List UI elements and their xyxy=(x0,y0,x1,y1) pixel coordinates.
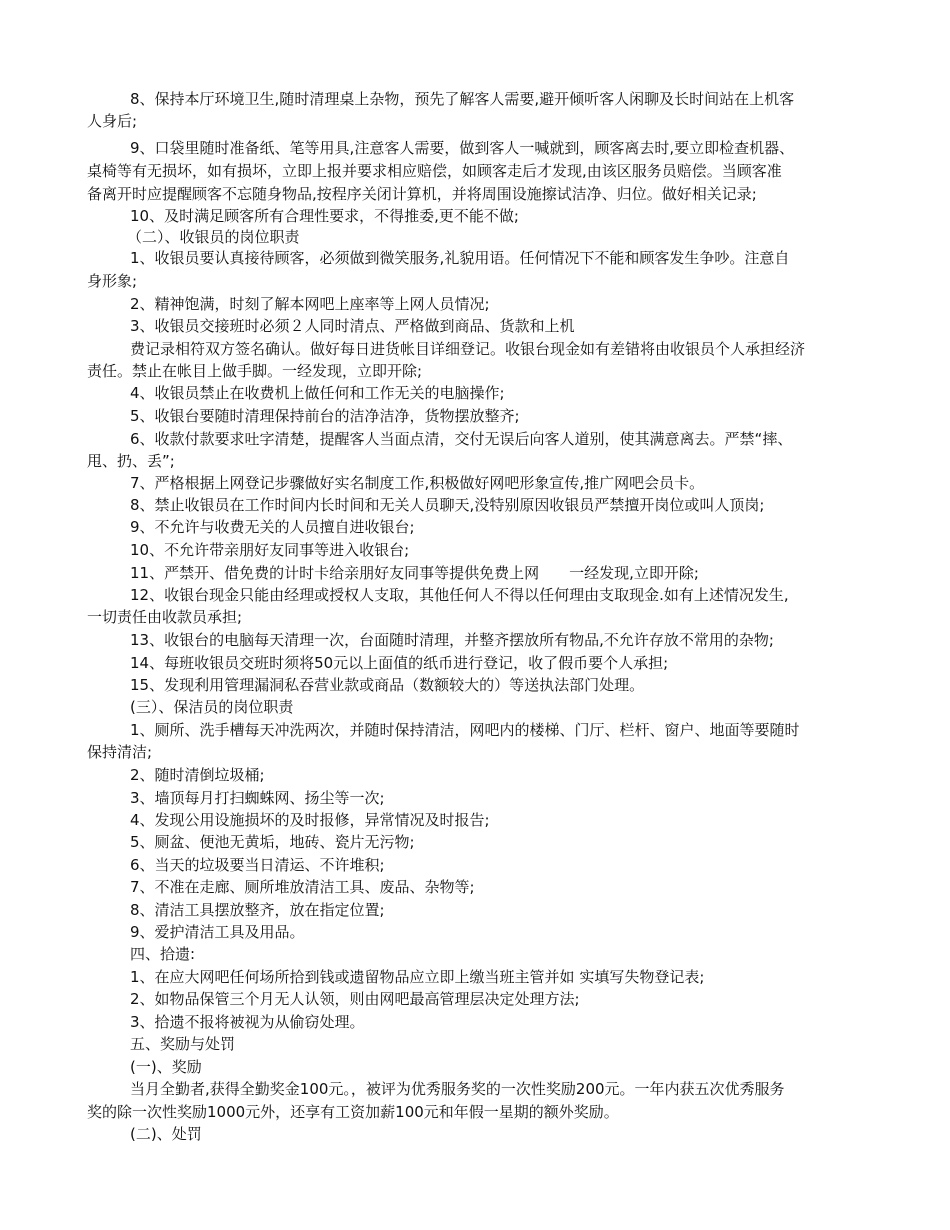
section-heading: (一)、奖励 xyxy=(130,1058,202,1076)
text-line: 2、随时清倒垃圾桶; xyxy=(130,766,265,784)
text-line: 15、发现利用管理漏洞私吞营业款或商品（数额较大的）等送执法部门处理。 xyxy=(130,676,645,694)
text-line: 8、保持本厅环境卫生,随时清理桌上杂物，预先了解客人需要,避开倾听客人闲聊及长时间站在上机客 xyxy=(130,90,795,108)
text-line: 14、每班收银员交班时须将50元以上面值的纸币进行登记，收了假币要个人承担; xyxy=(130,654,669,672)
text-line: 10、不允许带亲朋好友同事等进入收银台; xyxy=(130,541,410,559)
text-line: 奖的除一次性奖励1000元外，还享有工资加薪100元和年假一星期的额外奖励。 xyxy=(87,1103,619,1121)
text-line: 5、收银台要随时清理保持前台的洁净洁净，货物摆放整齐; xyxy=(130,407,520,425)
text-line: 保持清洁; xyxy=(87,743,153,761)
section-heading: (三）、保洁员的岗位职责 xyxy=(130,698,294,716)
text-line: 2、精神饱满，时刻了解本网吧上座率等上网人员情况; xyxy=(130,295,490,313)
text-line: 备离开时应提醒顾客不忘随身物品,按程序关闭计算机，并将周围设施擦试洁净、归位。做好相关记录; xyxy=(87,185,757,203)
text-line: 桌椅等有无损坏，如有损坏，立即上报并要求相应赔偿，如顾客走后才发现,由该区服务员赔偿。当顾客准 xyxy=(87,162,782,180)
section-heading: 四、拾遗: xyxy=(130,945,196,963)
text-line: 1、收银员要认真接待顾客，必须做到微笑服务,礼貌用语。任何情况下不能和顾客发生争吵。注意自 xyxy=(130,249,790,267)
text-line: 13、收银台的电脑每天清理一次，台面随时清理，并整齐摆放所有物品,不允许存放不常用的杂物; xyxy=(130,631,774,649)
text-line: 费记录相符双方签名确认。做好每日进货帐目详细登记。收银台现金如有差错将由收银员个人承担经济 xyxy=(130,340,806,358)
text-line: 人身后; xyxy=(87,112,138,130)
text-line: 10、及时满足顾客所有合理性要求，不得推委,更不能不做; xyxy=(130,207,519,225)
text-line: 3、收银员交接班时必须２人同时清点、严格做到商品、货款和上机 xyxy=(130,317,575,335)
text-line: 6、收款付款要求吐字清楚，提醒客人当面点清，交付无误后向客人道别，使其满意离去。严禁“摔、 xyxy=(130,430,793,448)
text-line: 甩、扔、丢”; xyxy=(87,452,175,470)
text-line: 3、墙顶每月打扫蜘蛛网、扬尘等一次; xyxy=(130,789,385,807)
section-heading: （二）、收银员的岗位职责 xyxy=(127,228,300,246)
text-line: 3、拾遗不报将被视为从偷窃处理。 xyxy=(130,1013,365,1031)
text-line: 2、如物品保管三个月无人认领，则由网吧最高管理层决定处理方法; xyxy=(130,990,580,1008)
text-line: 7、严格根据上网登记步骤做好实名制度工作,积极做好网吧形象宣传,推广网吧会员卡。 xyxy=(130,474,705,492)
text-line: 身形象; xyxy=(87,272,138,290)
text-line: 11、严禁开、借免费的计时卡给亲朋好友同事等提供免费上网 一经发现,立即开除; xyxy=(130,564,699,582)
text-line: 4、收银员禁止在收费机上做任何和工作无关的电脑操作; xyxy=(130,384,505,402)
text-line: 5、厕盆、便池无黄垢，地砖、瓷片无污物; xyxy=(130,833,415,851)
text-line: 9、爱护清洁工具及用品。 xyxy=(130,923,305,941)
text-line: 8、禁止收银员在工作时间内长时间和无关人员聊天,没特别原因收银员严禁擅开岗位或叫人顶岗; xyxy=(130,496,765,514)
text-line: 当月全勤者,获得全勤奖金100元。，被评为优秀服务奖的一次性奖励200元。一年内获五次优秀服务 xyxy=(130,1080,785,1098)
text-line: 9、不允许与收费无关的人员擅自进收银台; xyxy=(130,518,415,536)
text-line: 12、收银台现金只能由经理或授权人支取，其他任何人不得以任何理由支取现金.如有上述情况发生, xyxy=(130,586,789,604)
text-line: 7、不准在走廊、厕所堆放清洁工具、废品、杂物等; xyxy=(130,878,475,896)
text-line: 1、在应大网吧任何场所拾到钱或遗留物品应立即上缴当班主管并如 实填写失物登记表; xyxy=(130,968,705,986)
section-heading: 五、奖励与处罚 xyxy=(130,1035,236,1053)
text-line: 4、发现公用设施损坏的及时报修，异常情况及时报告; xyxy=(130,811,490,829)
text-line: 责任。禁止在帐目上做手脚。一经发现，立即开除; xyxy=(87,362,423,380)
text-line: 1、厕所、洗手槽每天冲洗两次，并随时保持清洁，网吧内的楼梯、门厅、栏杆、窗户、地面等要随时 xyxy=(130,721,800,739)
section-heading: (二)、处罚 xyxy=(130,1125,202,1143)
text-line: 8、清洁工具摆放整齐，放在指定位置; xyxy=(130,901,385,919)
text-line: 9、口袋里随时准备纸、笔等用具,注意客人需要，做到客人一喊就到，顾客离去时,要立即检查机器、 xyxy=(130,139,795,157)
text-line: 6、当天的垃圾要当日清运、不许堆积; xyxy=(130,856,385,874)
text-line: 一切责任由收款员承担; xyxy=(87,608,243,626)
